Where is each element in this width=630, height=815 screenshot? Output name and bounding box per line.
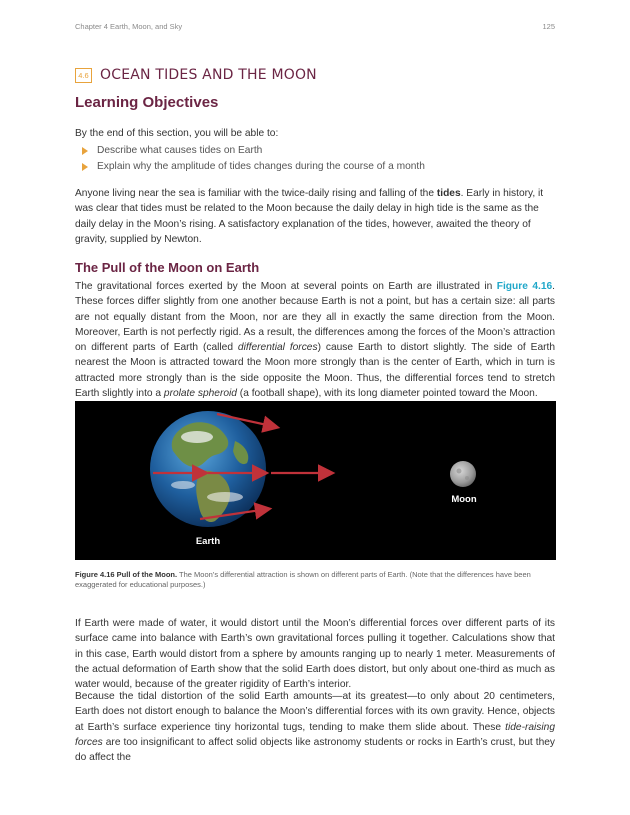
caption-label: Figure 4.16 Pull of the Moon. — [75, 570, 178, 579]
figure-caption — [75, 570, 555, 590]
pull-of-moon-paragraph — [75, 279, 555, 401]
paragraph-text: are too insignificant to affect solid objects like astronomy students or rocks in Earth’s crust, but they do affect the — [75, 736, 555, 764]
earth-moon-illustration — [75, 401, 556, 560]
moon-label: Moon — [451, 494, 477, 505]
figure-pull-of-moon — [75, 401, 556, 560]
key-term-tide-raising-forces: tide-raising forces — [75, 721, 555, 748]
paragraph-text: (a football shape), with its long diameter pointed toward the Moon. — [236, 388, 538, 400]
tidal-distortion-paragraph — [75, 689, 555, 765]
page-number: 125 — [542, 22, 555, 31]
objective-text: Explain why the amplitude of tides changes during the course of a month — [97, 160, 425, 172]
subsection-heading: The Pull of the Moon on Earth — [75, 260, 260, 275]
section-number-badge: 4.6 — [75, 68, 92, 83]
triangle-bullet-icon — [82, 147, 88, 155]
paragraph-text: The gravitational forces exerted by the Moon at several points on Earth are illustrated in — [75, 281, 497, 292]
learning-objectives-heading: Learning Objectives — [75, 94, 219, 111]
objectives-intro: By the end of this section, you will be able to: — [75, 128, 279, 139]
key-term-prolate-spheroid: prolate spheroid — [163, 388, 237, 400]
triangle-bullet-icon — [82, 163, 88, 171]
running-header — [75, 22, 555, 31]
earth-globe — [150, 411, 266, 527]
section-title — [75, 64, 317, 86]
chapter-title: Chapter 4 Earth, Moon, and Sky — [75, 22, 183, 31]
objective-item — [82, 143, 542, 159]
objective-item — [82, 159, 542, 175]
earth-label: Earth — [195, 536, 221, 547]
paragraph-text: ) cause Earth to distort slightly. The side of Earth nearest the Moon is attracted toward the Moon more strongly than is the center of Earth, which in turn is attracted more strongly than is the side opposite the Moon. Thus, the differential forces tend to stretch Earth slightly into a — [75, 342, 555, 400]
paragraph-text: Anyone living near the sea is familiar with the twice-daily rising and falling of the — [75, 188, 437, 199]
water-earth-paragraph: If Earth were made of water, it would distort until the Moon’s differential forces over different parts of its surface came into balance with Earth’s own gravitational forces pulling it together. Calculations show that in this case, Earth would distort from a sphere by amounts ranging up to nearly 1 meter. Measurements of the actual deformation of Earth show that the solid Earth does distort, but only about one-third as much as water would, because of the greater rigidity of Earth’s interior. — [75, 618, 555, 691]
figure-4-16-link[interactable]: Figure 4.16 — [496, 281, 553, 292]
paragraph-text: Because the tidal distortion of the solid Earth amounts—at its greatest—to only about 20 centimeters, Earth does not distort enough to balance the Moon’s differential forces with its own gravity. Hence, objects at Earth’s surface experience tiny horizontal tugs, tending to make them slide about. These — [75, 691, 555, 733]
objectives-list — [82, 143, 542, 174]
paragraph-text: . Early in history, it was clear that tides must be related to the Moon because the daily delay in high tide is the same as the daily delay in the Moon’s rising. A satisfactory explanation of the tides, however, awaited the theory of gravity, supplied by Newton. — [75, 188, 544, 245]
intro-paragraph — [75, 186, 555, 247]
section-name: OCEAN TIDES AND THE MOON — [100, 67, 317, 83]
moon — [450, 461, 476, 487]
key-term-differential-forces: differential forces — [237, 342, 318, 354]
objective-text: Describe what causes tides on Earth — [97, 145, 263, 156]
key-term-tides: tides — [436, 188, 461, 199]
paragraph-text: . These forces differ slightly from one another because Earth is not a point, but has a certain size: all parts are not equally distant from the Moon, nor are they all in exactly the same direction from the Moon. Moreover, Earth is not perfectly rigid. As a result, the differences among the forces of the Moon’s attraction on different parts of Earth (called — [75, 281, 555, 354]
caption-text: The Moon’s differential attraction is shown on different parts of Earth. (Note that the differences have been exaggerated for educational purposes.) — [75, 570, 531, 589]
